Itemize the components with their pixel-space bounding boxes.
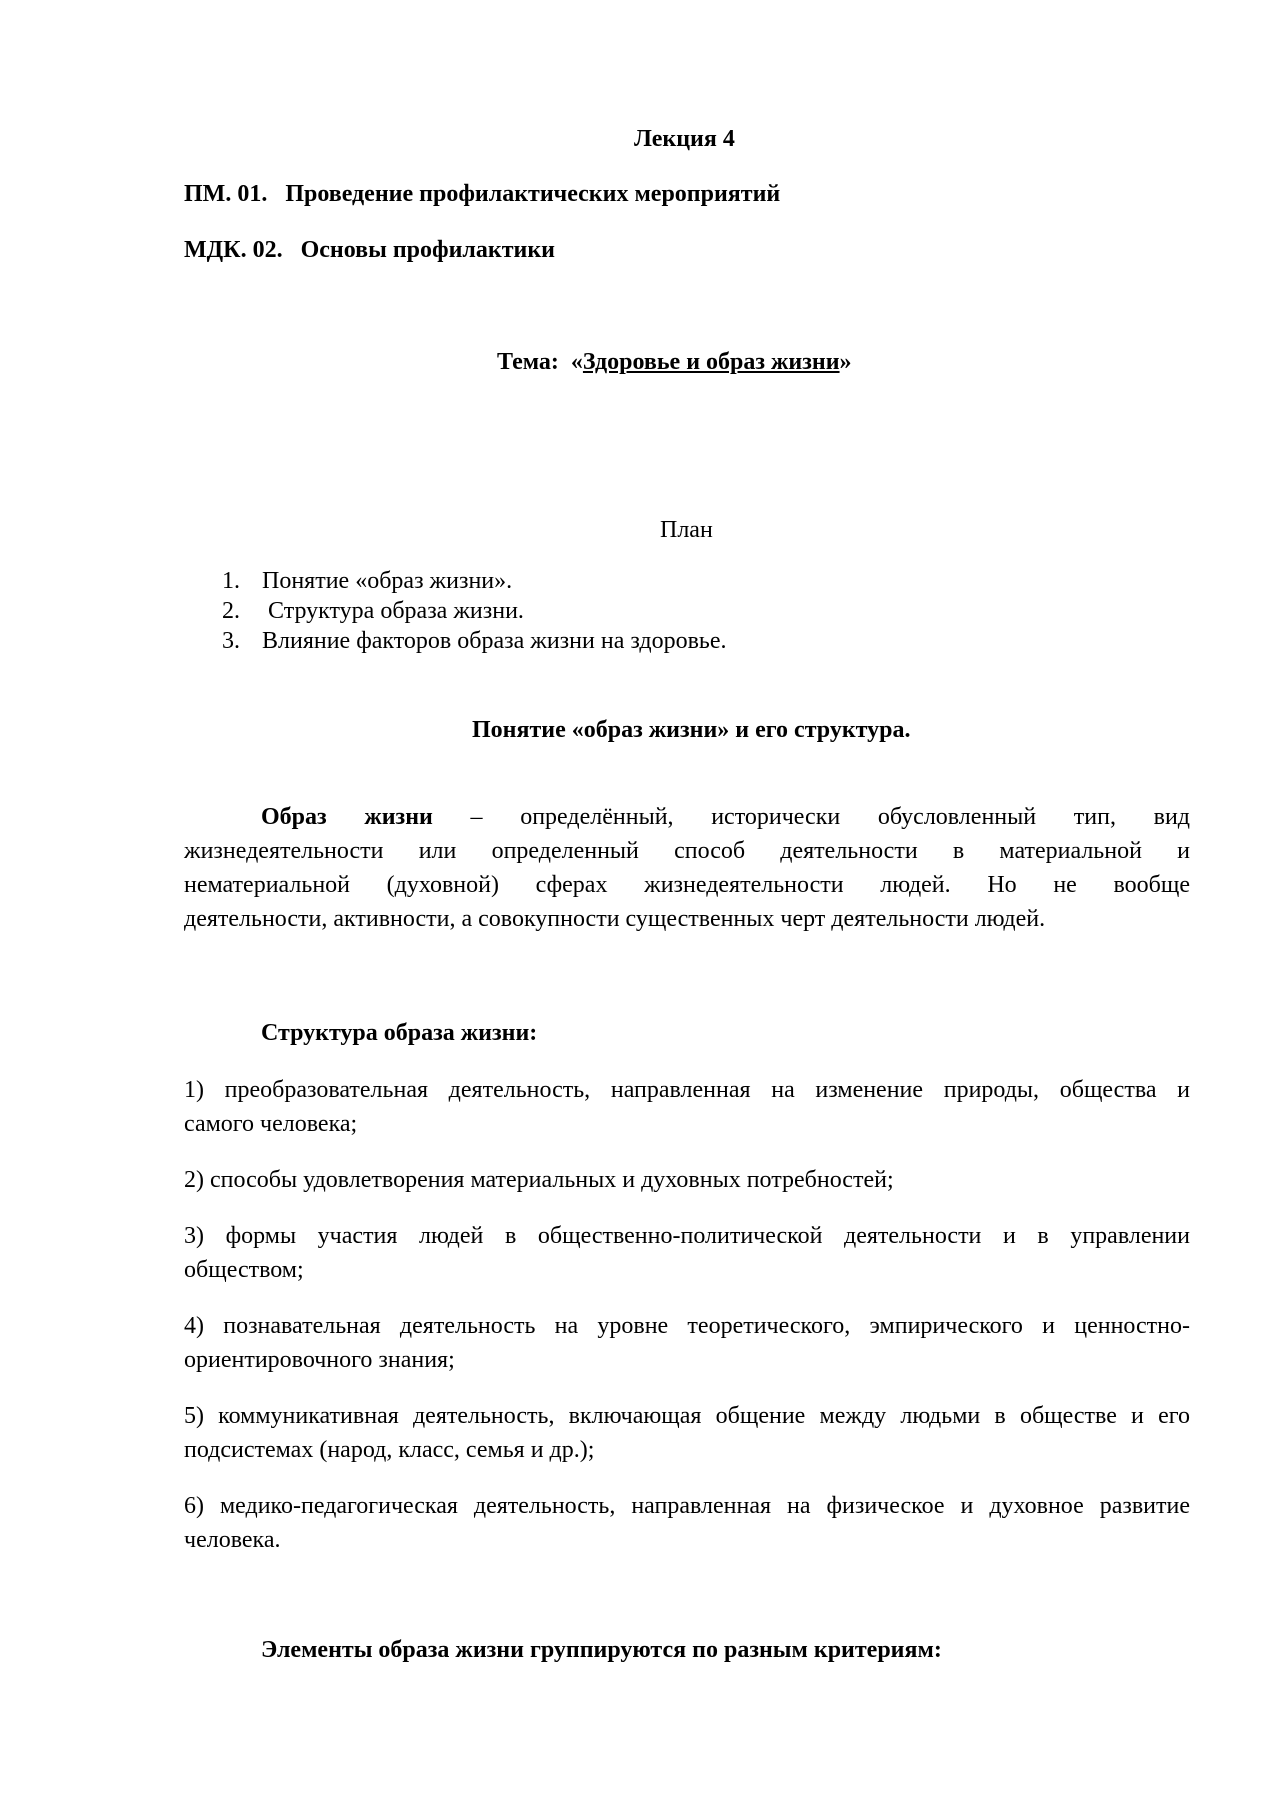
structure-heading: Структура образа жизни: xyxy=(261,1020,538,1046)
paragraph-line: самого человека; xyxy=(184,1111,358,1137)
structure-item xyxy=(184,1489,1190,1557)
paragraph-line xyxy=(184,800,1190,834)
plan-item xyxy=(222,596,727,626)
topic-title: Здоровье и образ жизни xyxy=(582,349,840,375)
mdk-line: МДК. 02. Основы профилактики xyxy=(184,237,555,263)
paragraph-line: 5) коммуникативная деятельность, включающая общение между людьми в обществе и его xyxy=(184,1403,1190,1429)
paragraph-line: 2) способы удовлетворения материальных и духовных потребностей; xyxy=(184,1167,894,1193)
plan-item-number: 1. xyxy=(222,568,240,594)
plan-item-number: 2. xyxy=(222,598,240,624)
topic-close: » xyxy=(839,349,852,375)
paragraph-line: 4) познавательная деятельность на уровне теоретического, эмпирического и ценностно- xyxy=(184,1313,1190,1339)
plan-item-text: Влияние факторов образа жизни на здоровье. xyxy=(262,628,727,654)
structure-item xyxy=(184,1309,1190,1377)
paragraph-line: 1) преобразовательная деятельность, направленная на изменение природы, общества и xyxy=(184,1077,1190,1103)
paragraph-line: 3) формы участия людей в общественно-политической деятельности и в управлении xyxy=(184,1223,1190,1249)
lecture-title: Лекция 4 xyxy=(634,126,735,152)
section-heading: Понятие «образ жизни» и его структура. xyxy=(472,717,911,743)
paragraph-line: человека. xyxy=(184,1527,281,1553)
structure-item xyxy=(184,1399,1190,1467)
plan-item-text: Понятие «образ жизни». xyxy=(262,568,513,594)
definition-text: – определённый, исторически обусловленный тип, вид xyxy=(432,804,1190,830)
plan-item xyxy=(222,626,727,656)
topic-line xyxy=(497,348,852,376)
paragraph-line: деятельности, активности, а совокупности существенных черт деятельности людей. xyxy=(184,906,1046,932)
paragraph-line: жизнедеятельности или определенный способ деятельности в материальной и xyxy=(184,838,1190,864)
pm-line: ПМ. 01. Проведение профилактических мероприятий xyxy=(184,181,781,207)
paragraph-line: 6) медико-педагогическая деятельность, направленная на физическое и духовное развитие xyxy=(184,1493,1190,1519)
elements-heading: Элементы образа жизни группируются по разным критериям: xyxy=(261,1637,942,1663)
paragraph-line: подсистемах (народ, класс, семья и др.); xyxy=(184,1437,595,1463)
plan-item xyxy=(222,566,727,596)
term-bold: Образ жизни xyxy=(261,804,433,830)
definition-paragraph xyxy=(184,800,1190,936)
plan-item-text: Структура образа жизни. xyxy=(262,598,524,624)
paragraph-line: нематериальной (духовной) сферах жизнедеятельности людей. Но не вообще xyxy=(184,872,1190,898)
structure-item xyxy=(184,1219,1190,1287)
topic-label: Тема: « xyxy=(497,349,583,375)
plan-list xyxy=(222,566,727,656)
plan-heading: План xyxy=(660,517,713,543)
paragraph-line: обществом; xyxy=(184,1257,304,1283)
plan-item-number: 3. xyxy=(222,628,240,654)
structure-item xyxy=(184,1073,1190,1141)
structure-item xyxy=(184,1163,1190,1197)
paragraph-line: ориентировочного знания; xyxy=(184,1347,455,1373)
